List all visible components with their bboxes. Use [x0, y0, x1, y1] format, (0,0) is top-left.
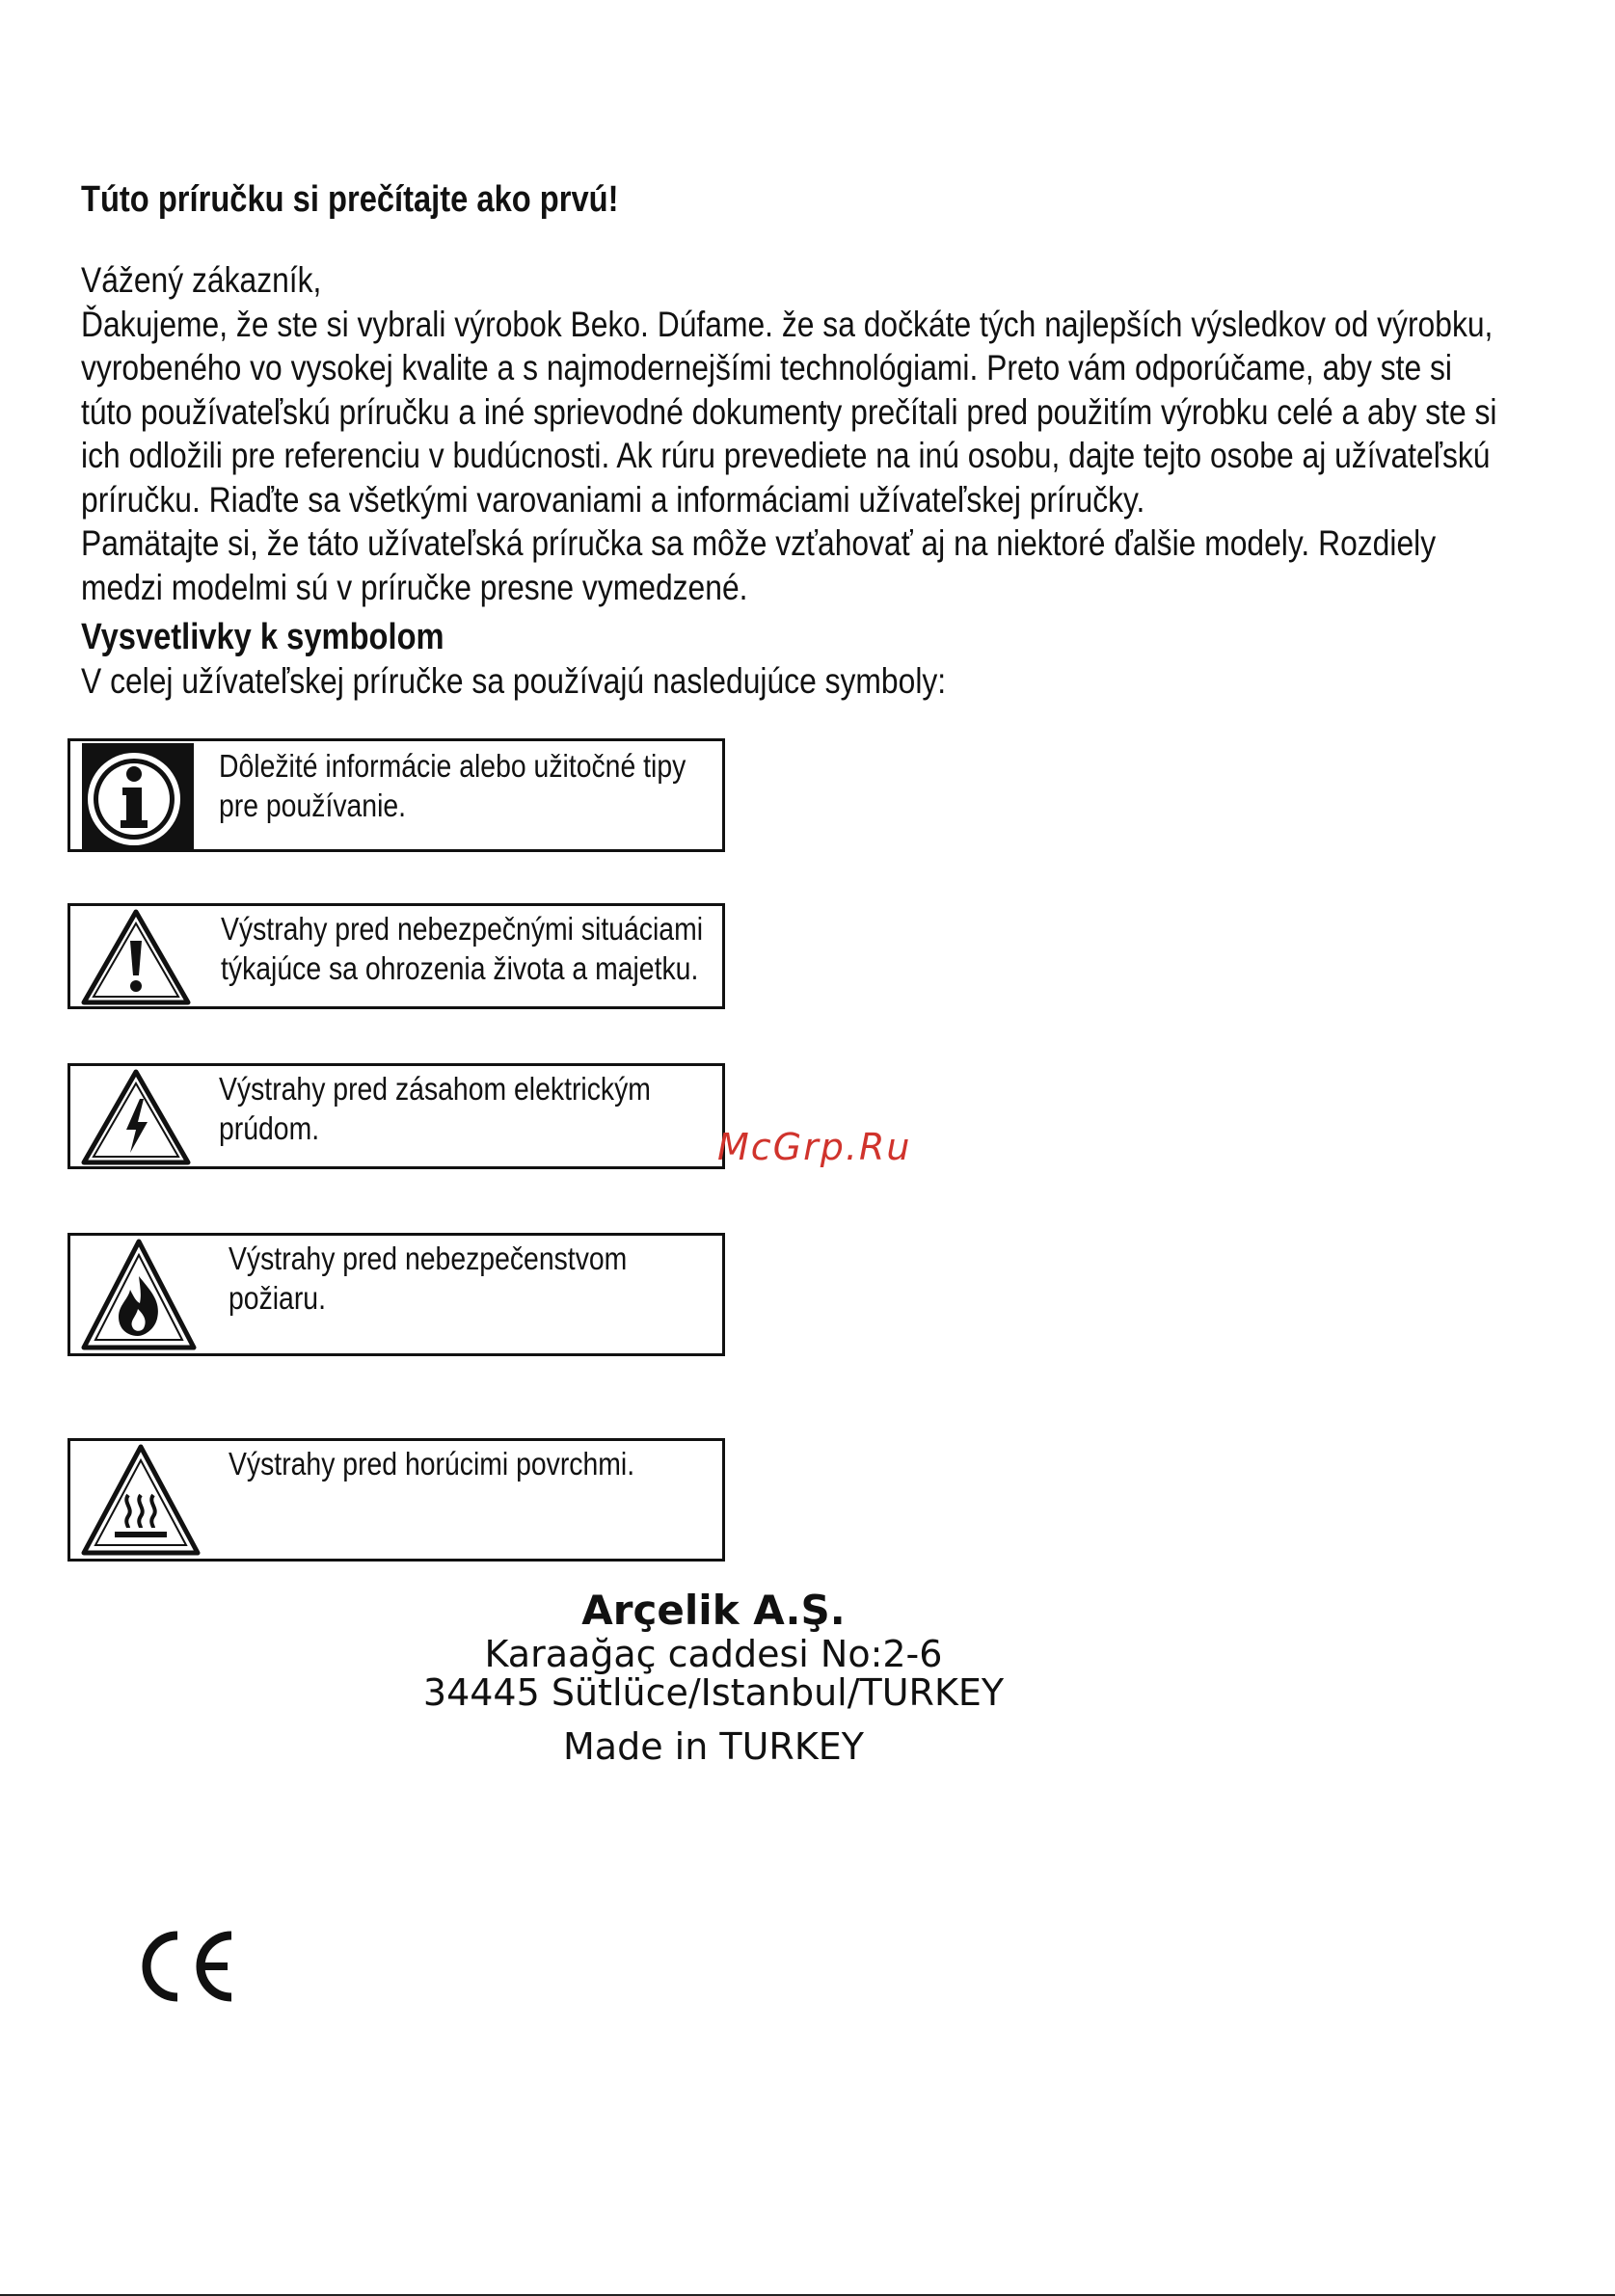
symbol-warning-box	[67, 903, 725, 1009]
symbol-electric-line1: Výstrahy pred zásahom elektrickým	[219, 1071, 651, 1107]
page-title: Túto príručku si prečítajte ako prvú!	[81, 179, 619, 220]
street-address: Karaağaç caddesi No:2-6	[484, 1633, 943, 1675]
watermark: McGrp.Ru	[717, 1126, 912, 1168]
symbol-fire-line2: požiaru.	[229, 1280, 326, 1316]
symbols-heading: Vysvetlivky k symbolom	[81, 617, 444, 657]
symbol-info-line1: Dôležité informácie alebo užitočné tipy	[219, 748, 686, 784]
intro-text	[81, 258, 1507, 609]
intro-paragraph: Ďakujeme, že ste si vybrali výrobok Beko. Dúfame. že sa dočkáte tých najlepších výsledkov od výrobku, vyrobeného vo vysokej kvalite a s najmodernejšími technológiami. Preto vám odporúčame, aby ste si túto používateľskú príručku a iné sprievodné dokumenty prečítali pred použitím výrobku celé a aby ste si ich odložili pre referenciu v budúcnosti. Ak rúru prevediete na inú osobu, dajte tejto osobe aj užívateľskú príručku. Riaďte sa všetkými varovaniami a informáciami užívateľskej príručky.	[81, 304, 1497, 520]
symbol-warning-line2: týkajúce sa ohrozenia života a majetku.	[221, 950, 699, 986]
symbol-fire-line1: Výstrahy pred nebezpečenstvom	[229, 1241, 628, 1276]
company-name: Arçelik A.Ş.	[581, 1587, 846, 1634]
models-note: Pamätajte si, že táto užívateľská príručka sa môže vzťahovať aj na niektoré ďalšie modely. Rozdiely medzi modelmi sú v príručke presne vymedzené.	[81, 523, 1437, 607]
fire-icon	[80, 1238, 198, 1358]
symbol-warning-line1: Výstrahy pred nebezpečnými situáciami	[221, 911, 704, 947]
symbol-electric-line2: prúdom.	[219, 1110, 320, 1146]
symbol-electric-box	[67, 1063, 725, 1169]
ce-mark-icon	[135, 1928, 241, 2010]
salutation: Vážený zákazník,	[81, 260, 322, 300]
manufacturer-address	[318, 1587, 1109, 1766]
symbol-info-line2: pre používanie.	[219, 788, 407, 823]
symbol-info-box	[67, 738, 725, 852]
electric-shock-icon	[80, 1068, 192, 1171]
city-address: 34445 Sütlüce/Istanbul/TURKEY	[422, 1671, 1005, 1714]
symbol-hot-surface-line1: Výstrahy pred horúcimi povrchmi.	[229, 1446, 635, 1482]
symbol-hot-surface-box	[67, 1438, 725, 1562]
symbols-intro: V celej užívateľskej príručke sa používajú nasledujúce symboly:	[81, 661, 947, 701]
warning-icon	[80, 908, 192, 1011]
symbol-fire-box	[67, 1233, 725, 1356]
made-in: Made in TURKEY	[563, 1725, 864, 1768]
info-icon	[82, 743, 194, 854]
hot-surface-icon	[80, 1443, 202, 1563]
